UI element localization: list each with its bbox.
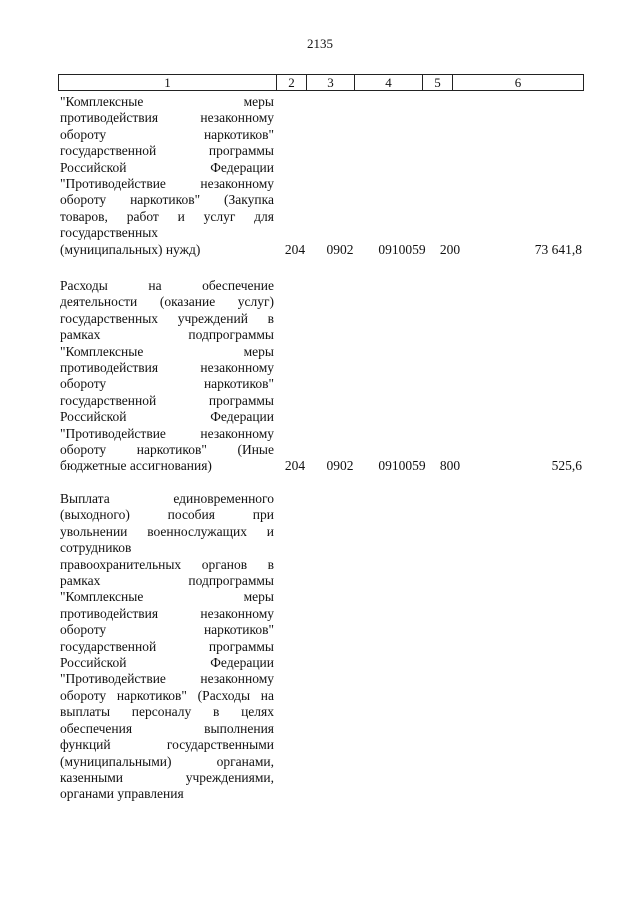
description-line: "Комплексные меры: [60, 589, 274, 605]
table-column-header: [58, 74, 584, 91]
column-2-header: 2: [277, 75, 307, 90]
section-code-cell: 0902: [326, 241, 354, 257]
column-3-header: 3: [307, 75, 355, 90]
description-line: государственных: [60, 225, 159, 241]
description-line: государственной программы: [60, 638, 274, 654]
description-line: "Комплексные меры: [60, 94, 274, 109]
description-line: выплаты персоналу в целях: [60, 704, 274, 720]
description-line: рамках подпрограммы: [60, 573, 274, 589]
expense-type-cell: 800: [439, 458, 461, 474]
column-6-header: 6: [514, 75, 522, 90]
ministry-code-cell: 204: [284, 458, 306, 474]
description-line: Российской Федерации: [60, 409, 274, 425]
description-line: государственной программы: [60, 143, 274, 159]
description-line: "Противодействие незаконному: [60, 425, 274, 441]
description-line: "Противодействие незаконному: [60, 176, 274, 192]
ministry-code-cell: 204: [284, 241, 306, 257]
description-line: (муниципальными) органами,: [60, 753, 274, 769]
description-line: обороту наркотиков" (Иные: [60, 442, 274, 458]
description-line: бюджетные ассигнования): [60, 458, 212, 474]
description-line: деятельности (оказание услуг): [60, 294, 274, 310]
description-line: обороту наркотиков": [60, 622, 274, 638]
description-line: "Комплексные меры: [60, 343, 274, 359]
column-4-header: 4: [355, 75, 423, 90]
description-line: обороту наркотиков" (Закупка: [60, 192, 274, 208]
description-line: "Противодействие незаконному: [60, 671, 274, 687]
row-description: [60, 278, 274, 475]
column-5-header: 5: [423, 75, 453, 90]
description-line: товаров, работ и услуг для: [60, 208, 274, 224]
description-line: противодействия незаконному: [60, 605, 274, 621]
description-line: противодействия незаконному: [60, 110, 274, 126]
target-article-cell: 0910059: [378, 241, 426, 257]
description-line: (муниципальных) нужд): [60, 241, 201, 257]
description-line: правоохранительных органов в: [60, 556, 274, 572]
description-line: рамках подпрограммы: [60, 327, 274, 343]
description-line: обороту наркотиков": [60, 126, 274, 142]
description-line: Российской Федерации: [60, 159, 274, 175]
section-code-cell: 0902: [326, 458, 354, 474]
description-line: противодействия незаконному: [60, 360, 274, 376]
column-1-header: 1: [59, 75, 277, 90]
expense-type-cell: 200: [439, 241, 461, 257]
description-line: государственных учреждений в: [60, 310, 274, 326]
description-line: обеспечения выполнения: [60, 720, 274, 736]
description-line: (выходного) пособия при: [60, 507, 274, 523]
description-line: обороту наркотиков" (Расходы на: [60, 687, 274, 703]
description-line: увольнении военнослужащих и: [60, 523, 274, 539]
amount-cell: 73 641,8: [534, 241, 582, 257]
target-article-cell: 0910059: [378, 458, 426, 474]
page-number: 2135: [307, 36, 333, 51]
description-line: сотрудников: [60, 540, 132, 556]
description-line: обороту наркотиков": [60, 376, 274, 392]
row-description: [60, 94, 274, 258]
description-line: Выплата единовременного: [60, 491, 274, 506]
description-line: Российской Федерации: [60, 655, 274, 671]
description-line: Расходы на обеспечение: [60, 278, 274, 293]
description-line: казенными учреждениями,: [60, 769, 274, 785]
description-line: органами управления: [60, 786, 184, 802]
amount-cell: 525,6: [551, 458, 582, 474]
description-line: функций государственными: [60, 737, 274, 753]
row-description: [60, 491, 274, 803]
description-line: государственной программы: [60, 392, 274, 408]
